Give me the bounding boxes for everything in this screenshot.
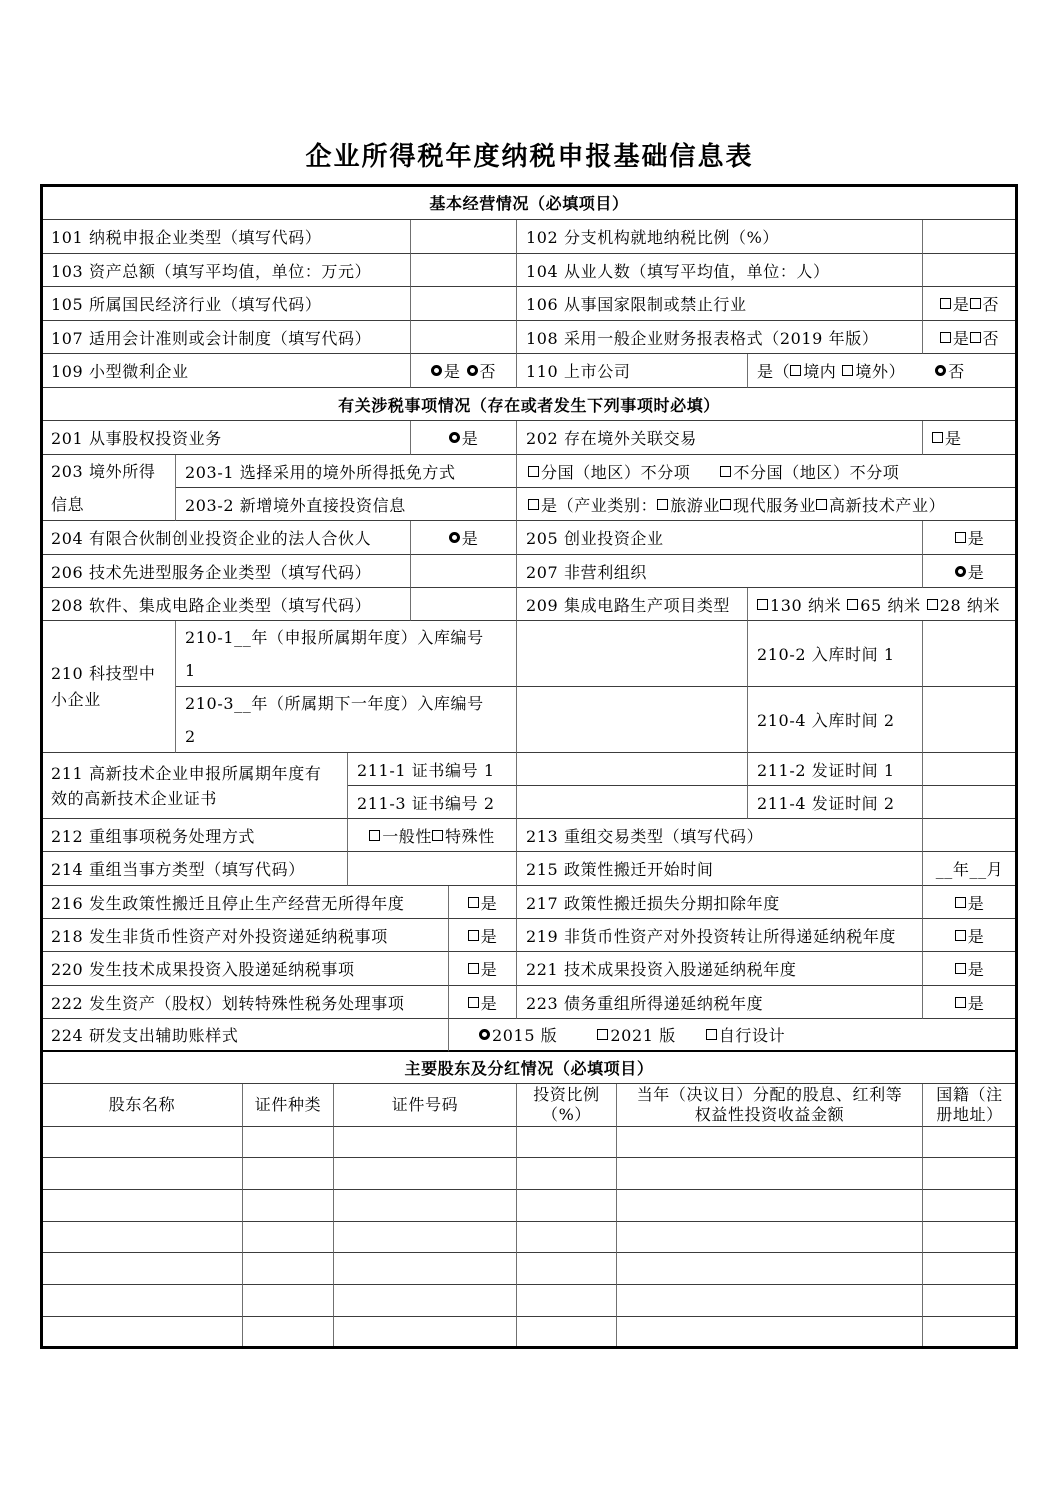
cell-dividend[interactable] xyxy=(617,1222,923,1253)
checkbox-209-65nm[interactable]: 65 纳米 xyxy=(847,593,920,616)
cell-id-type[interactable] xyxy=(243,1222,334,1253)
checkbox-icon xyxy=(970,298,981,309)
checkbox-203-2-modern-service[interactable]: 现代服务业 xyxy=(720,493,816,516)
label-208: 208 软件、集成电路企业类型（填写代码） xyxy=(42,588,411,621)
checkbox-icon xyxy=(657,499,668,510)
column-header-dividend: 当年（决议日）分配的股息、红利等 权益性投资收益金额 xyxy=(617,1084,923,1127)
label-207: 207 非营利组织 xyxy=(517,555,923,588)
cell-nationality[interactable] xyxy=(923,1158,1017,1190)
checkbox-icon xyxy=(816,499,827,510)
input-107[interactable] xyxy=(411,321,517,354)
radio-icon xyxy=(955,566,966,577)
options-203-2 xyxy=(517,488,1017,521)
cell-name[interactable] xyxy=(42,1222,243,1253)
cell-id-type[interactable] xyxy=(243,1317,334,1348)
options-221 xyxy=(923,952,1017,986)
section-header-shareholders: 主要股东及分红情况（必填项目） xyxy=(42,1052,1017,1084)
checkbox-icon xyxy=(468,897,479,908)
label-211-3: 211-3 证书编号 2 xyxy=(348,786,517,819)
cell-ratio[interactable] xyxy=(517,1222,617,1253)
input-206[interactable] xyxy=(411,555,517,588)
input-213[interactable] xyxy=(923,819,1017,852)
cell-id-number[interactable] xyxy=(334,1253,517,1285)
options-109 xyxy=(411,354,517,388)
label-106: 106 从事国家限制或禁止行业 xyxy=(517,287,923,321)
checkbox-icon xyxy=(432,830,443,841)
checkbox-icon xyxy=(720,466,731,477)
checkbox-icon xyxy=(842,365,853,376)
label-203-1: 203-1 选择采用的境外所得抵免方式 xyxy=(176,455,517,488)
checkbox-106-yes[interactable]: 是 xyxy=(940,292,970,315)
label-216: 216 发生政策性搬迁且停止生产经营无所得年度 xyxy=(42,886,449,919)
input-214[interactable] xyxy=(348,852,517,886)
cell-dividend[interactable] xyxy=(617,1127,923,1158)
checkbox-icon xyxy=(970,332,981,343)
checkbox-icon xyxy=(955,930,966,941)
cell-name[interactable] xyxy=(42,1127,243,1158)
label-210-3: 210-3__年（所属期下一年度）入库编号 2 xyxy=(176,687,517,753)
label-211-4: 211-4 发证时间 2 xyxy=(748,786,923,819)
radio-icon xyxy=(467,365,478,376)
column-header-ratio: 投资比例 （%） xyxy=(517,1084,617,1127)
label-101: 101 纳税申报企业类型（填写代码） xyxy=(42,220,411,254)
label-210-1: 210-1__年（申报所属期年度）入库编号 1 xyxy=(176,621,517,687)
radio-icon xyxy=(449,532,460,543)
options-216 xyxy=(449,886,517,919)
radio-224-2015[interactable]: 2015 版 xyxy=(479,1023,557,1046)
radio-109-yes[interactable]: 是 xyxy=(431,359,461,382)
checkbox-209-28nm[interactable]: 28 纳米 xyxy=(927,593,1000,616)
cell-id-number[interactable] xyxy=(334,1222,517,1253)
checkbox-202-yes[interactable]: 是 xyxy=(932,426,962,449)
checkbox-108-no[interactable]: 否 xyxy=(970,326,1000,349)
cell-nationality[interactable] xyxy=(923,1253,1017,1285)
cell-dividend[interactable] xyxy=(617,1285,923,1317)
checkbox-205-yes[interactable]: 是 xyxy=(955,526,985,549)
cell-dividend[interactable] xyxy=(617,1253,923,1285)
checkbox-icon xyxy=(847,599,858,610)
label-203-2: 203-2 新增境外直接投资信息 xyxy=(176,488,517,521)
cell-id-type[interactable] xyxy=(243,1127,334,1158)
checkbox-209-130nm[interactable]: 130 纳米 xyxy=(757,593,841,616)
cell-ratio[interactable] xyxy=(517,1317,617,1348)
checkbox-icon xyxy=(955,997,966,1008)
radio-icon xyxy=(935,365,946,376)
options-201 xyxy=(411,421,517,455)
label-218: 218 发生非货币性资产对外投资递延纳税事项 xyxy=(42,919,449,952)
input-104[interactable] xyxy=(923,254,1017,287)
cell-id-type[interactable] xyxy=(243,1285,334,1317)
label-201: 201 从事股权投资业务 xyxy=(42,421,411,455)
cell-ratio[interactable] xyxy=(517,1127,617,1158)
section-header-tax: 有关涉税事项情况（存在或者发生下列事项时必填） xyxy=(42,388,1017,421)
checkbox-icon xyxy=(468,930,479,941)
label-109: 109 小型微利企业 xyxy=(42,354,411,388)
checkbox-icon xyxy=(528,466,539,477)
cell-name[interactable] xyxy=(42,1285,243,1317)
checkbox-218-yes[interactable]: 是 xyxy=(468,924,498,947)
column-header-id-type: 证件种类 xyxy=(243,1084,334,1127)
input-211-3[interactable] xyxy=(517,786,748,819)
checkbox-icon xyxy=(955,532,966,543)
options-202 xyxy=(923,421,1017,455)
checkbox-221-yes[interactable]: 是 xyxy=(955,957,985,980)
checkbox-icon xyxy=(468,997,479,1008)
checkbox-219-yes[interactable]: 是 xyxy=(955,924,985,947)
cell-id-type[interactable] xyxy=(243,1190,334,1222)
cell-nationality[interactable] xyxy=(923,1285,1017,1317)
input-208[interactable] xyxy=(411,588,517,621)
radio-icon xyxy=(431,365,442,376)
checkbox-203-1-by-country[interactable]: 分国（地区）不分项 xyxy=(528,460,690,483)
input-211-1[interactable] xyxy=(517,753,748,786)
options-220 xyxy=(449,952,517,986)
radio-110-no[interactable]: 否 xyxy=(935,359,965,382)
section-header-basic: 基本经营情况（必填项目） xyxy=(42,185,1017,220)
checkbox-icon xyxy=(955,963,966,974)
checkbox-106-no[interactable]: 否 xyxy=(970,292,1000,315)
checkbox-222-yes[interactable]: 是 xyxy=(468,991,498,1014)
cell-name[interactable] xyxy=(42,1158,243,1190)
listed-prefix: 是（ xyxy=(757,362,791,381)
label-214: 214 重组当事方类型（填写代码） xyxy=(42,852,348,886)
cell-id-number[interactable] xyxy=(334,1285,517,1317)
cell-ratio[interactable] xyxy=(517,1253,617,1285)
input-210-3[interactable] xyxy=(517,687,748,753)
label-211-1: 211-1 证书编号 1 xyxy=(348,753,517,786)
label-215: 215 政策性搬迁开始时间 xyxy=(517,852,923,886)
options-204 xyxy=(411,521,517,555)
label-217: 217 政策性搬迁损失分期扣除年度 xyxy=(517,886,923,919)
cell-name[interactable] xyxy=(42,1253,243,1285)
radio-201-yes[interactable]: 是 xyxy=(449,426,479,449)
input-105[interactable] xyxy=(411,287,517,321)
checkbox-icon xyxy=(757,599,768,610)
radio-icon xyxy=(479,1029,490,1040)
label-205: 205 创业投资企业 xyxy=(517,521,923,555)
radio-204-yes[interactable]: 是 xyxy=(449,526,479,549)
label-209: 209 集成电路生产项目类型 xyxy=(517,588,748,621)
options-106 xyxy=(923,287,1017,321)
cell-dividend[interactable] xyxy=(617,1158,923,1190)
checkbox-icon xyxy=(528,499,539,510)
label-110: 110 上市公司 xyxy=(517,354,748,388)
input-210-2[interactable] xyxy=(923,621,1017,687)
input-211-4[interactable] xyxy=(923,786,1017,819)
input-215[interactable]: __年__月 xyxy=(923,852,1017,886)
form-title: 企业所得税年度纳税申报基础信息表 xyxy=(305,142,754,172)
label-220: 220 发生技术成果投资入股递延纳税事项 xyxy=(42,952,449,986)
label-219: 219 非货币性资产对外投资转让所得递延纳税年度 xyxy=(517,919,923,952)
cell-nationality[interactable] xyxy=(923,1222,1017,1253)
options-217 xyxy=(923,886,1017,919)
label-224: 224 研发支出辅助账样式 xyxy=(42,1019,449,1052)
checkbox-108-yes[interactable]: 是 xyxy=(940,326,970,349)
tax-basic-info-form xyxy=(42,185,1017,1348)
label-223: 223 债务重组所得递延纳税年度 xyxy=(517,986,923,1019)
checkbox-icon xyxy=(597,1029,608,1040)
cell-nationality[interactable] xyxy=(923,1190,1017,1222)
checkbox-icon xyxy=(927,599,938,610)
checkbox-icon xyxy=(932,432,943,443)
checkbox-icon xyxy=(468,963,479,974)
column-header-nationality: 国籍（注 册地址） xyxy=(923,1084,1017,1127)
checkbox-216-yes[interactable]: 是 xyxy=(468,891,498,914)
cell-id-number[interactable] xyxy=(334,1317,517,1348)
label-211: 211 高新技术企业申报所属期年度有 效的高新技术企业证书 xyxy=(42,753,348,819)
options-108 xyxy=(923,321,1017,354)
options-222 xyxy=(449,986,517,1019)
cell-id-number[interactable] xyxy=(334,1158,517,1190)
radio-207-yes[interactable]: 是 xyxy=(955,560,985,583)
label-213: 213 重组交易类型（填写代码） xyxy=(517,819,923,852)
options-110 xyxy=(748,354,1017,388)
label-102: 102 分支机构就地纳税比例（%） xyxy=(517,220,923,254)
radio-icon xyxy=(449,432,460,443)
column-header-id-number: 证件号码 xyxy=(334,1084,517,1127)
label-203: 203 境外所得 信息 xyxy=(42,455,176,521)
options-209 xyxy=(748,588,1017,621)
checkbox-220-yes[interactable]: 是 xyxy=(468,957,498,980)
checkbox-icon xyxy=(369,830,380,841)
checkbox-224-2021[interactable]: 2021 版 xyxy=(597,1023,675,1046)
input-102[interactable] xyxy=(923,220,1017,254)
input-210-4[interactable] xyxy=(923,687,1017,753)
checkbox-icon xyxy=(790,365,801,376)
cell-ratio[interactable] xyxy=(517,1190,617,1222)
label-108: 108 采用一般企业财务报表格式（2019 年版） xyxy=(517,321,923,354)
cell-nationality[interactable] xyxy=(923,1317,1017,1348)
label-105: 105 所属国民经济行业（填写代码） xyxy=(42,287,411,321)
cell-id-type[interactable] xyxy=(243,1158,334,1190)
cell-id-number[interactable] xyxy=(334,1127,517,1158)
cell-name[interactable] xyxy=(42,1190,243,1222)
label-202: 202 存在境外关联交易 xyxy=(517,421,923,455)
input-101[interactable] xyxy=(411,220,517,254)
label-107: 107 适用会计准则或会计制度（填写代码） xyxy=(42,321,411,354)
checkbox-217-yes[interactable]: 是 xyxy=(955,891,985,914)
checkbox-icon xyxy=(706,1029,717,1040)
cell-dividend[interactable] xyxy=(617,1317,923,1348)
label-204: 204 有限合伙制创业投资企业的法人合伙人 xyxy=(42,521,411,555)
checkbox-icon xyxy=(940,332,951,343)
cell-id-type[interactable] xyxy=(243,1253,334,1285)
checkbox-212-general[interactable]: 一般性 xyxy=(369,824,432,847)
checkbox-203-2-yes[interactable]: 是（产业类别： xyxy=(528,493,657,516)
input-103[interactable] xyxy=(411,254,517,287)
options-218 xyxy=(449,919,517,952)
checkbox-110-overseas[interactable]: 境外） xyxy=(842,359,905,382)
label-222: 222 发生资产（股权）划转特殊性税务处理事项 xyxy=(42,986,449,1019)
column-header-name: 股东名称 xyxy=(42,1084,243,1127)
label-221: 221 技术成果投资入股递延纳税年度 xyxy=(517,952,923,986)
checkbox-110-domestic[interactable]: 境内 xyxy=(790,359,836,382)
radio-109-no[interactable]: 否 xyxy=(467,359,497,382)
label-103: 103 资产总额（填写平均值，单位：万元） xyxy=(42,254,411,287)
label-210: 210 科技型中 小企业 xyxy=(42,621,176,753)
options-219 xyxy=(923,919,1017,952)
checkbox-224-custom[interactable]: 自行设计 xyxy=(706,1023,785,1046)
options-203-1 xyxy=(517,455,1017,488)
checkbox-212-special[interactable]: 特殊性 xyxy=(432,824,495,847)
checkbox-203-1-not-by-country[interactable]: 不分国（地区）不分项 xyxy=(720,460,899,483)
label-212: 212 重组事项税务处理方式 xyxy=(42,819,348,852)
cell-name[interactable] xyxy=(42,1317,243,1348)
options-224 xyxy=(449,1019,1017,1052)
input-210-1[interactable] xyxy=(517,621,748,687)
cell-ratio[interactable] xyxy=(517,1285,617,1317)
options-205 xyxy=(923,521,1017,555)
input-211-2[interactable] xyxy=(923,753,1017,786)
checkbox-icon xyxy=(720,499,731,510)
options-207 xyxy=(923,555,1017,588)
checkbox-203-2-tourism[interactable]: 旅游业 xyxy=(657,493,720,516)
cell-ratio[interactable] xyxy=(517,1158,617,1190)
label-210-2: 210-2 入库时间 1 xyxy=(748,621,923,687)
checkbox-icon xyxy=(955,897,966,908)
label-211-2: 211-2 发证时间 1 xyxy=(748,753,923,786)
checkbox-icon xyxy=(940,298,951,309)
checkbox-223-yes[interactable]: 是 xyxy=(955,991,985,1014)
options-212 xyxy=(348,819,517,852)
options-223 xyxy=(923,986,1017,1019)
label-206: 206 技术先进型服务企业类型（填写代码） xyxy=(42,555,411,588)
cell-dividend[interactable] xyxy=(617,1190,923,1222)
checkbox-203-2-hightech[interactable]: 高新技术产业） xyxy=(816,493,945,516)
cell-id-number[interactable] xyxy=(334,1190,517,1222)
label-210-4: 210-4 入库时间 2 xyxy=(748,687,923,753)
label-104: 104 从业人数（填写平均值，单位：人） xyxy=(517,254,923,287)
cell-nationality[interactable] xyxy=(923,1127,1017,1158)
